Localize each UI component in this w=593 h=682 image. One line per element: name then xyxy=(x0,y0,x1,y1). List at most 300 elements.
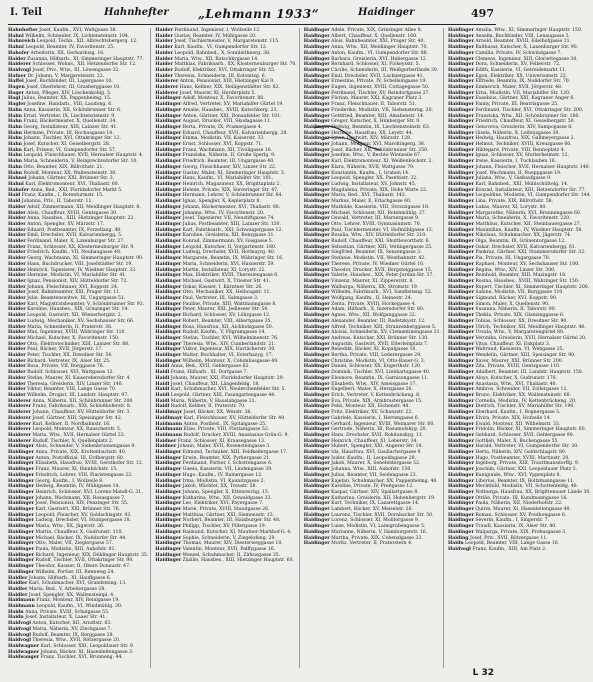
entry-details: Franz, Schlosser, XX, Klosterneuburger Str. 9. xyxy=(25,244,135,250)
entry-details: Karl, Gastwirt, XXI, Brünner Str. 76. xyxy=(33,507,121,513)
entry-details: Kurt, Techniker, IX, Lazarettgasse 14. xyxy=(329,501,420,507)
entry-details: Theodor, Drucker, XVII, Bergsteiggasse 15. xyxy=(329,267,433,273)
entry-details: Anna, Bed., XXI, Floridsdorfer Markt 5. xyxy=(29,187,123,193)
entry-details: Michael, Schlosser, XII, Rotenmühlg. 27. xyxy=(329,210,427,216)
entry-surname: Haidinger xyxy=(155,313,182,319)
entry-details: Georg, Installateur, XIII, Lainzer Str. 41. xyxy=(22,124,118,130)
entry-surname: Haid xyxy=(8,199,21,205)
entry-surname: Haidinger xyxy=(447,124,474,130)
entry-surname: Haidl xyxy=(155,404,170,410)
entry-details: Siegfried, Beamter, IX, Sensengasse 3. xyxy=(329,250,422,256)
entry-details: Joachim, Gärtner, XXI, Leopoldauer Platz 5. xyxy=(473,467,578,473)
entry-details: Ambros, Schneider, VII, Zollergasse 12. xyxy=(473,387,568,393)
entry-details: Emil, Drechsler, XVII, Lacknergasse 41. xyxy=(329,73,425,79)
entry-surname: Haidinger xyxy=(8,444,34,450)
entry-surname: Haiderer xyxy=(8,404,31,410)
entry-details: Julius, Postbeamter, XIII, Lainzer Str. 130. xyxy=(181,221,281,227)
entry-details: Johanna, Wtw., IV, Favoritenstr. 20. xyxy=(181,210,265,216)
entry-surname: Haider xyxy=(8,347,26,353)
entry-details: Wolfgang, Kaufm., II, Heinestr. 24. xyxy=(329,296,413,302)
entry-details: Rudolf, Chauffeur, XXI, Shuttleworthstr. 6. xyxy=(329,239,431,245)
entry-surname: Haidinger xyxy=(155,347,182,353)
entry-surname: Haidinger xyxy=(155,239,182,245)
entry-details: Gottfried, Beamter, XIII, Amalienstr. 14. xyxy=(329,113,425,119)
entry-surname: Haidinger xyxy=(447,39,474,45)
entry-surname: Haider xyxy=(8,256,26,262)
entry-details: August, Drucker, VIII, Skodagasse 11. xyxy=(181,119,272,125)
entry-details: Rupert, Tischler, XI, Simmeringer Hauptstr. 200. xyxy=(473,284,590,290)
entry-details: Leopold, Fleischer, XV, Goldschlagstr. 43. xyxy=(33,512,132,518)
entry-details: Helmut, Techniker, XVIII, Kreuzgasse 66. xyxy=(473,142,572,148)
entry-surname: Haidinger xyxy=(155,170,182,176)
entry-details: Josef, Bäcker, XII, Schönbrunner Str. 250. xyxy=(329,147,429,153)
entry-surname: Haidinger xyxy=(447,142,474,148)
entry-details: Alfred, Techniker, XIII, Stranzenberggasse 5. xyxy=(329,324,437,330)
entry-details: Heinrich, Tapezierer, IV, Wiedner Hauptstr. 33. xyxy=(25,267,137,273)
entry-surname: Haidinger xyxy=(447,467,474,473)
entry-details: Tobias, Schlosser, XX, Dresdner Str. 90. xyxy=(473,318,568,324)
entry-surname: Haidinger xyxy=(303,501,330,507)
entry-details: Wilhelm, Drogist, III, Landstr. Hauptstr. 97. xyxy=(25,393,129,398)
entry-details: Julius, Beamter, VII, Seidengasse 23. xyxy=(329,472,418,478)
entry-details: Norbert, Beamter, III, Hainburger Str. 48. xyxy=(181,518,281,524)
entry-surname: Haidinger xyxy=(447,489,474,495)
entry-details: Raimund, Kutscher, XI, Mautner-Markhof-G. 4. xyxy=(181,529,292,535)
entry-surname: Hahofer xyxy=(8,50,30,56)
entry-surname: Haidinger xyxy=(155,472,182,478)
entry-details: Rosa, Private, VII, Burggasse 76. xyxy=(25,364,105,370)
entry-surname: Hahn xyxy=(8,119,22,125)
entry-details: Aloys, Kutscher, X, Gudrunstr. 170. xyxy=(473,375,558,381)
entry-details: Emma, Modistin, VII, Kaiserstr. 33. xyxy=(181,136,265,142)
entry-surname: Haidinger xyxy=(155,290,182,296)
entry-details: Adele, Private, XIX, Grinzinger Allee 8. xyxy=(329,28,423,33)
entry-surname: Haidinger xyxy=(303,130,330,136)
entry-details: Otto, Beamter, XIX, Billrothstr. 21. xyxy=(22,164,104,170)
entry-details: Ernst, Vertreter, IX, Liechtensteinstr. 9. xyxy=(22,113,116,119)
entry-surname: Haidinger xyxy=(303,159,330,165)
entry-details: Lukas, Maurer, XI, Lorystr. 80. xyxy=(473,204,547,210)
entry-surname: Haidinger xyxy=(303,330,330,336)
entry-details: Franziska, Wtw., XII, Schönbrunner Str. 180. xyxy=(473,113,580,119)
entry-details: Pia, Private, III, Ungargasse 70. xyxy=(473,256,551,262)
entry-surname: Haidinger xyxy=(303,324,330,330)
entry-surname: Haidinger xyxy=(447,444,474,450)
entry-surname: Haidinger xyxy=(303,250,330,256)
entry-surname: Haidinger xyxy=(447,484,474,490)
entry-surname: Haidinger xyxy=(447,85,474,91)
entry-details: Elvira, Private, XIX, Hofzeile 14. xyxy=(473,415,551,421)
entry-details: Maria, Bed., XVI, Thaliastr. 142. xyxy=(329,193,407,199)
entry-surname: Haidinger xyxy=(155,512,182,518)
entry-details: Josef, Bäcker, XX, Wexstr. 36. xyxy=(182,410,252,416)
entry-details: Anton, Spengler, XV, Märzstr. 17. xyxy=(25,221,105,227)
entry-details: Karl, Elektromonteur, XVI, Thaliastr. 60. xyxy=(23,181,120,187)
entry-details: Anton, Gärtner, XXI, Donaufelder Str. 101. xyxy=(181,113,282,119)
entry-details: Leopold, Techn., XII, Albrechtsbergerg. 12. xyxy=(35,39,138,45)
entry-details: Walter, Buchhalter, VI, Esterhazyg. 17. xyxy=(181,353,273,359)
entry-details: Dr. Johann, V, Margaretenstr. 23. xyxy=(25,73,105,79)
entry-details: Heinrich, Magazineur, XX, Brigittaplatz 2. xyxy=(181,181,281,187)
entry-details: Oskar, Drechsler, XVII, Kalvarienbergg. 61. xyxy=(473,244,577,250)
entry-surname: Haidinger xyxy=(155,113,182,119)
entry-details: Ludwig, Drechsler, XVII, Hormayrg. 40. xyxy=(181,250,276,256)
entry-details: Jakob, Maurer, X, Senefeldergasse 52. xyxy=(329,461,421,467)
entry-surname: Haid xyxy=(8,193,21,199)
entry-surname: Haidinger xyxy=(303,438,330,444)
entry-surname: Haiderer xyxy=(155,79,179,85)
entry-details: Josef, Priv., XVII, Rötzergasse 11. xyxy=(468,535,548,541)
entry-surname: Haidinger xyxy=(447,239,474,245)
entry-surname: Haidinger xyxy=(447,529,474,535)
entry-details: Pankraz, Gärtner, XXI, Stammersdorfer Str. 32. xyxy=(473,250,586,256)
entry-details: Josefine, Wtw., V, Rechte Wienzeile 67. xyxy=(329,153,422,159)
entry-details: Heinrich, Schlosser, XVI, Lorenz-Mandl-G. 31. xyxy=(33,489,143,495)
entry-surname: Haidinger xyxy=(303,96,330,102)
entry-details: Moritz, Vertreter, II, Praterstern 4. xyxy=(329,541,413,547)
entry-details: Wilhelm, Schneider, IX, Lichtensteinstr. 104. xyxy=(23,33,130,39)
entry-surname: Haidinger xyxy=(303,85,330,91)
entry-details: Josef, Maurer, XI, Herderplatz 5. xyxy=(178,90,256,96)
entry-details: Hans, Kaufm., VI, Mariahilfer Str. 101. xyxy=(181,176,273,182)
entry-surname: Haidinger xyxy=(303,358,330,364)
entry-surname: Haidvogl xyxy=(8,626,31,632)
entry-surname: Haidvogl xyxy=(8,638,31,644)
entry-details: Zenta, Private, XVIII, Hockegasse 4. xyxy=(329,301,416,307)
entry-details: Dietrich, Tischler, XV, Mariahilfer Str. 190. xyxy=(473,404,575,410)
entry-details: Philipp, Tischler, XV, Pillergasse 19. xyxy=(181,524,267,530)
entry-surname: Haider xyxy=(155,33,173,39)
entry-surname: Haidinger xyxy=(8,541,34,547)
entry-surname: Haidinger xyxy=(303,56,330,62)
entry-surname: Haidinger xyxy=(303,153,330,159)
entry-details: Ulrich, Techniker, XII, Meidlinger Hauptstr. 40. xyxy=(473,324,586,330)
entry-details: Wilhelm, Monteur, X, Columbusgasse 49. xyxy=(181,358,279,364)
entry-details: Katharina, Wtw., XII, Oswaldgasse 33. xyxy=(181,495,272,501)
entry-details: Rosina, Hausbes., XVIII, Währinger Str. 150. xyxy=(473,278,580,284)
entry-surname: Haider xyxy=(8,381,26,387)
entry-surname: Haidinger xyxy=(155,181,182,187)
entry-details: Josef, Tischlermeister, V, Margaretenstr. 115. xyxy=(172,39,280,45)
entry-details: Waltraud, Kassierin, VI, Webgasse 25. xyxy=(473,347,565,353)
entry-surname: Haidinger xyxy=(155,450,182,456)
entry-surname: Haidinger xyxy=(447,472,474,478)
entry-details: Fanny, Private, III, Beatrixgasse 25. xyxy=(473,102,559,108)
entry-details: Simon, Maler, X, Quellenstr. 90. xyxy=(473,301,550,307)
entry-details: Ignaz, Schlosser, XV, Stutterheimstr. 12. xyxy=(473,153,569,159)
entry-surname: Haider xyxy=(8,387,26,393)
entry-details: Herta, Näherin, XIV, Goldschlagstr. 80. xyxy=(473,450,567,456)
entry-details: Rudolf, Elektriker, XVI, Ottakringer Str. 55. xyxy=(172,67,276,73)
entry-details: Hugo, Kaufm., IV, Rainergasse 12. xyxy=(181,472,263,478)
entry-surname: Haidinger xyxy=(447,273,474,279)
entry-details: Irma, Modistin, VI, Kaunitzgasse 2. xyxy=(181,478,265,484)
entry-details: Arnold, Beamter, XVIII, Edelhofgasse 21. xyxy=(473,39,572,45)
entry-details: Egon, Elektriker, XX, Universumstr. 22. xyxy=(473,73,568,79)
entry-surname: Haidinger xyxy=(303,489,330,495)
entry-details: Ernestine, Private, IV, Schelleingasse 19. xyxy=(329,79,427,85)
entry-details: Felix, Monteur, XII, Eichenstr. 44. xyxy=(329,404,410,410)
entry-surname: Haider xyxy=(8,313,26,319)
entry-surname: Haider xyxy=(8,204,26,210)
entry-details: Veronika, Greislerin, XVII, Hernalser Gürtel 20. xyxy=(473,335,587,341)
entry-details: Josef, Pensionist, XIV, Penzinger Str. 55. xyxy=(33,501,129,507)
entry-details: Lambert, Bäcker, XV, Meiselstr. 26. xyxy=(329,507,413,513)
entry-surname: Haidinger xyxy=(303,535,330,541)
entry-surname: Haidinger xyxy=(447,233,474,239)
entry-details: Leopold, Bahnbed., X, Sonnleithnerg. 38. xyxy=(172,50,271,56)
entry-surname: Haider xyxy=(155,73,173,79)
entry-surname: Haider xyxy=(8,358,26,364)
entry-details: Rosalia, Wtw., XIV, Hütteldorfer Str. 210. xyxy=(329,233,427,239)
entry-details: Lina, Private, XIX, Billrothstr. 58. xyxy=(473,199,553,205)
entry-details: Ignaz, Gastwirt, XIV, Märzstr. 128. xyxy=(329,136,412,142)
entry-details: Aloisia, Schneiderin, XV, Clementinengasse 31. xyxy=(329,330,441,336)
entry-details: Kajetan, Schuhmacher, XX, Pappenheimg. 40. xyxy=(329,478,438,484)
entry-details: Rudolf, Kaufm., V, Pilgramgasse 14. xyxy=(181,330,266,336)
entry-details: Hedwig, Beamtin, IV, Mühlgasse 14. xyxy=(33,484,120,490)
entry-details: Michael, Gastwirt, X, Triester Str. 41. xyxy=(181,278,271,284)
entry-details: Ludwig, Drechsler, VI, Stumpergasse 18. xyxy=(33,518,131,524)
entry-surname: Haider xyxy=(8,233,26,239)
entry-details: Otto, Mechaniker, XX, Hellwagstr. 11. xyxy=(181,290,271,296)
entry-details: Daniel, Schlosser, XX, Engerthstr. 120. xyxy=(329,364,422,370)
entry-surname: Haidinger xyxy=(447,301,474,307)
entry-details: Rudolf, Tischler, X, Quellenplatz 2. xyxy=(30,438,114,444)
entry-surname: Haidinger xyxy=(155,518,182,524)
entry-surname: Haidinger xyxy=(447,375,474,381)
entry-details: Johanna, Wtw., XIII, Auhofstr. 150. xyxy=(329,467,412,473)
entry-surname: Haidinger xyxy=(447,427,474,433)
entry-details: Pauline, Private, XIII, Wattmanngasse 8. xyxy=(181,301,277,307)
entry-surname: Haidinger xyxy=(303,518,330,524)
entry-details: Ferdinand, Tischler, XVI, Ottakringer Str. 200. xyxy=(473,107,584,113)
entry-surname: Haidinger xyxy=(155,164,182,170)
entry-surname: Haidn xyxy=(447,541,464,547)
entry-details: Elfriede, Beamtin, IX, Nußdorfer Str. 70. xyxy=(473,79,571,85)
entry-surname: Haidinger xyxy=(303,62,330,68)
entry-details: Paula, Modistin, XIII, Auhofstr. 81. xyxy=(33,546,116,552)
entry-surname: Haidinger xyxy=(303,136,330,142)
entry-details: Leopold, Gastwirt, XII, Wienerbergstr. 2. xyxy=(25,313,123,319)
entry-surname: Haidl xyxy=(155,364,170,370)
entry-surname: Haider xyxy=(8,210,26,216)
entry-details: Paul, Tischlermeister, VI, Hofmühlgasse 13. xyxy=(329,227,434,233)
entry-surname: Haidinger xyxy=(303,67,330,73)
entry-surname: Haidinger xyxy=(447,478,474,484)
entry-details: Johann, Maurer, XXI, Floridsdorfer Hauptstr. 29. xyxy=(169,375,285,381)
entry-surname: Hahnreich xyxy=(8,39,36,45)
entry-details: Erwin, Beamter, XIX, Pyrkergasse 21. xyxy=(181,455,271,461)
entry-surname: Haidvogl xyxy=(8,621,31,627)
entry-surname: Haidinger xyxy=(447,341,474,347)
entry-details: Karl, Magistratsbeamter, V, Schönbrunner Str. 93. xyxy=(25,301,145,307)
header-last-word: Haidinger xyxy=(358,7,415,18)
entry-details: Oskar, Kassier, I, Kärntner Str. 26. xyxy=(181,284,263,290)
entry-surname: Haidinger xyxy=(8,564,34,570)
entry-surname: Haidinger xyxy=(155,558,182,564)
entry-details: Jakob, Wächter, XX, Treustr. 58. xyxy=(181,484,257,490)
entry-surname: Haiderer xyxy=(8,62,31,68)
entry-surname: Haidinger xyxy=(155,124,182,130)
entry-surname: Haidinger xyxy=(155,119,182,125)
entry-details: Gabriele, Kassierin, I, Herrengasse 6. xyxy=(329,415,420,421)
entry-surname: Haidinger xyxy=(303,404,330,410)
entry-details: Valerie, Hausbes., XIX, Peter-Jordan-Str. 37. xyxy=(329,273,434,279)
entry-details: Robert, Beamter, VIII, Albertgasse 35. xyxy=(181,318,272,324)
entry-surname: Haidinger xyxy=(303,204,330,210)
entry-details: Clemens, Ingenieur, XIII, Gloriettegasse 30. xyxy=(473,56,578,62)
entry-surname: Haider xyxy=(8,324,26,330)
entry-surname: Haidinger xyxy=(8,501,34,507)
entry-details: Oswald, Vertreter, III, Marxergasse 9. xyxy=(329,216,420,222)
entry-details: Theresia, Wtw., XIV, Cumberlandstr. 21. xyxy=(181,341,276,347)
entry-details: Maria, Schneiderin, XVI, Hasnerstr. 59. xyxy=(181,261,275,267)
entry-surname: Haidinger xyxy=(8,524,34,530)
entry-surname: Haidinger xyxy=(447,278,474,284)
entry-surname: Haidinger xyxy=(447,290,474,296)
entry-details: Johann, Hilfsarb., XI, Hauffgasse 6. xyxy=(27,575,112,581)
entry-details: Leo, Elektriker, XVI, Payergasse 7. xyxy=(181,501,264,507)
entry-details: Ewald, Monteur, XII, Wilhelmstr. 33. xyxy=(473,421,561,427)
entry-details: Kaspar, Gärtner, XIV, Spallartgasse 8. xyxy=(329,489,419,495)
entry-details: Josef, Wachmann, II, Rueppgasse 19. xyxy=(473,170,562,176)
entry-surname: Haidinger xyxy=(155,507,182,513)
entry-surname: Haidinger xyxy=(303,73,330,79)
entry-details: Walpurga, Private, XIX, Probusgasse 3. xyxy=(473,529,567,535)
entry-surname: Haidinger xyxy=(447,330,474,336)
entry-surname: Haidinger xyxy=(155,495,182,501)
entry-surname: Haidinger xyxy=(303,335,330,341)
entry-details: Hildegard, Private, VIII, Bennoplatz 4. xyxy=(473,147,565,153)
entry-surname: Haiderer xyxy=(155,85,179,91)
entry-details: Augustin, Gastwirt, XVII, Elterleinplatz 7. xyxy=(329,341,429,347)
entry-details: Leopold, Gärtner, XIII, Fasangartengasse 44. xyxy=(169,393,276,398)
entry-details: Eva, Private, XIX, Armbrustergasse 15. xyxy=(329,398,423,404)
entry-surname: Haidinger xyxy=(155,324,182,330)
entry-details: Alois, Bahnbeamter, XXI, Prager Str. 40. xyxy=(329,39,425,45)
entry-surname: Haidinger xyxy=(447,210,474,216)
entry-surname: Haidl xyxy=(155,375,170,381)
entry-details: Franz, Hilfsarb., XI, Dorfgasse 7. xyxy=(169,370,248,376)
entry-surname: Haidinger xyxy=(8,552,34,558)
entry-details: Richard, Schlosser, XV, Löhrgasse 12. xyxy=(181,313,271,319)
entry-surname: Haidinger xyxy=(447,524,474,530)
entry-details: Juliana, Wtw., V, Gießaufgasse 9. xyxy=(473,176,552,182)
entry-details: Leopold, Fleischhauer, XVII, Hernalser Hauptstr. 4. xyxy=(22,153,144,159)
entry-surname: Haider xyxy=(155,28,173,33)
entry-surname: Haidinger xyxy=(447,387,474,393)
entry-details: Emil, Drechsler, XVII, Kalvarienbergg. 5. xyxy=(25,233,123,239)
entry-details: Johann, Monteur, XVI, Maroltingerg. 36. xyxy=(329,142,426,148)
entry-details: Johann, Bäcker, XI, Hasenleitengasse 3. xyxy=(39,649,134,655)
entry-details: Agnes, Wtw., XII, Wolfganggasse 22. xyxy=(329,313,417,319)
entry-surname: Haidinger xyxy=(155,221,182,227)
entry-surname: Haider xyxy=(8,301,26,307)
entry-surname: Haidwagner xyxy=(8,649,40,655)
entry-surname: Haidinger xyxy=(303,193,330,199)
entry-details: Albert, Chauffeur, X, Quellenstr. 160. xyxy=(329,33,418,39)
entry-details: Martin, Chauffeur, X, Gudrunstr. 110. xyxy=(33,529,123,535)
entry-surname: Haidinger xyxy=(155,353,182,359)
entry-details: Karoline, Hausbes., XIX, Grinzinger Str. 14. xyxy=(25,307,129,313)
entry-details: Ursula, Wtw., V, Margaretengürtel 80. xyxy=(473,330,565,336)
entry-surname: Haidinger xyxy=(303,410,330,416)
entry-surname: Haidler xyxy=(8,592,28,598)
entry-details: Helene, Private, XIX, Sieveringer Str. 47. xyxy=(181,187,279,193)
entry-details: Markus, Maler, X, Erlachgasse 60. xyxy=(329,199,412,205)
entry-details: Karl, Elektromonteur, XI, Weißenböckstr. 2. xyxy=(329,159,433,165)
entry-details: Balthasar, Kutscher, X, Laxenburger Str. 90. xyxy=(473,45,579,51)
entry-surname: Haidinger xyxy=(303,210,330,216)
entry-surname: Haidinger xyxy=(447,187,474,193)
entry-surname: Haidinger xyxy=(303,267,330,273)
entry-details: Josef, Oberlehrer, III, Grasberggasse 10. xyxy=(24,85,121,91)
entry-surname: Haidinger xyxy=(155,244,182,250)
entry-surname: Haidinger xyxy=(447,216,474,222)
entry-details: Adolf, Zimmermann, XII, Meidlinger Hauptstr. 8. xyxy=(25,204,141,210)
entry-surname: Haider xyxy=(8,375,26,381)
entry-details: Anton, Pfleger, XIV, Löschenkohlg. 5. xyxy=(23,90,112,96)
entry-details: Wilhelm, Portier, III, Rennweg 24. xyxy=(33,569,115,575)
entry-surname: Haidinger xyxy=(447,164,474,170)
entry-surname: Haider xyxy=(8,296,26,302)
entry-surname: Haidvogl xyxy=(447,546,471,552)
entry-details: Reinhold, Beamter, XIII, Maxingstr. 18. xyxy=(473,273,567,279)
entry-surname: Haidinger xyxy=(447,119,474,125)
entry-surname: Hahn xyxy=(8,147,22,153)
entry-surname: Haidinger xyxy=(303,307,330,313)
entry-details: Franz, Kaufm., XIII, Am Platz 2. xyxy=(470,546,547,552)
entry-details: Georg, Fleischhauer, XIV, Linzer Str. 22. xyxy=(181,164,277,170)
entry-details: Therese, Private, IV, Wiedner Gürtel 10. xyxy=(329,261,425,267)
entry-surname: Hager xyxy=(8,90,24,96)
entry-details: Eusebius, Gärtner, XXI, Kagraner Anger 6. xyxy=(473,96,575,102)
entry-details: Hans, Buchdrucker, VIII, Josefstädter Str. 19. xyxy=(25,261,133,267)
entry-surname: Hahnel xyxy=(8,176,27,182)
entry-details: Friedrich, Chauffeur, XI, Geiselbergstr. 50. xyxy=(473,119,576,125)
entry-details: Friedrich, Kaufm., VII, Neubaugasse 48. xyxy=(25,250,122,256)
entry-details: Maria, Schneiderin, X, Favoritenstr. 220. xyxy=(473,216,571,222)
entry-details: Liborius, Beamter, IX, Boltzmanngasse 11. xyxy=(473,478,575,484)
entry-surname: Hagler xyxy=(8,102,26,108)
entry-details: Josef, Chauffeur, XII, Längenfeldg. 18. xyxy=(169,381,260,387)
directory-title: „Lehmann 1933“ xyxy=(198,7,320,21)
entry-surname: Haidinger xyxy=(155,261,182,267)
entry-surname: Haidinger xyxy=(447,518,474,524)
entry-details: Alois, Chauffeur, XVIII, Gentzgasse 30. xyxy=(25,210,118,216)
entry-details: Maria, Schneiderin, II, Praterstr. 38. xyxy=(25,324,113,330)
entry-surname: Haidmann xyxy=(8,598,35,604)
entry-details: Maria, Wtw., XVII, Hernalser Gürtel 33. xyxy=(30,432,126,438)
entry-surname: Haidinger xyxy=(155,250,182,256)
entry-surname: Haidinger xyxy=(303,50,330,56)
entry-details: Quirin, Maurer, XI, Hasenleitengasse 40. xyxy=(473,507,571,513)
entry-details: Zita, Private, XVIII, Gentzgasse 110. xyxy=(473,364,561,370)
entry-details: Theresia, Schneiderin, III, Kolonitzg. 6. xyxy=(172,73,267,79)
entry-details: Amalia, Wtw., XI, Simmeringer Hauptstr. 150. xyxy=(473,28,583,33)
entry-details: Dora, Schneiderin, XV, Felberstr. 72. xyxy=(473,62,561,68)
entry-surname: Haidinger xyxy=(447,227,474,233)
entry-details: Edmund, Techniker, XIII, Feldkellergasse 17. xyxy=(181,450,288,456)
entry-surname: Haidinger xyxy=(8,546,34,552)
entry-details: Alexander, Beamter, III, Radetzkystr. 12. xyxy=(329,318,426,324)
entry-details: Anton, Kaufm., VI, Gumpendorfer Str. 88. xyxy=(329,50,429,56)
entry-surname: Haiderer xyxy=(8,432,31,438)
entry-details: Stefanie, Modistin, VII, Westbahnstr. 42. xyxy=(329,256,426,262)
entry-details: Otto, Lehrer, XVIII, Gymnasiumstr. 70. xyxy=(329,221,422,227)
entry-details: Johann, Maler, XVII, Rosensteingasse 3. xyxy=(176,444,271,450)
